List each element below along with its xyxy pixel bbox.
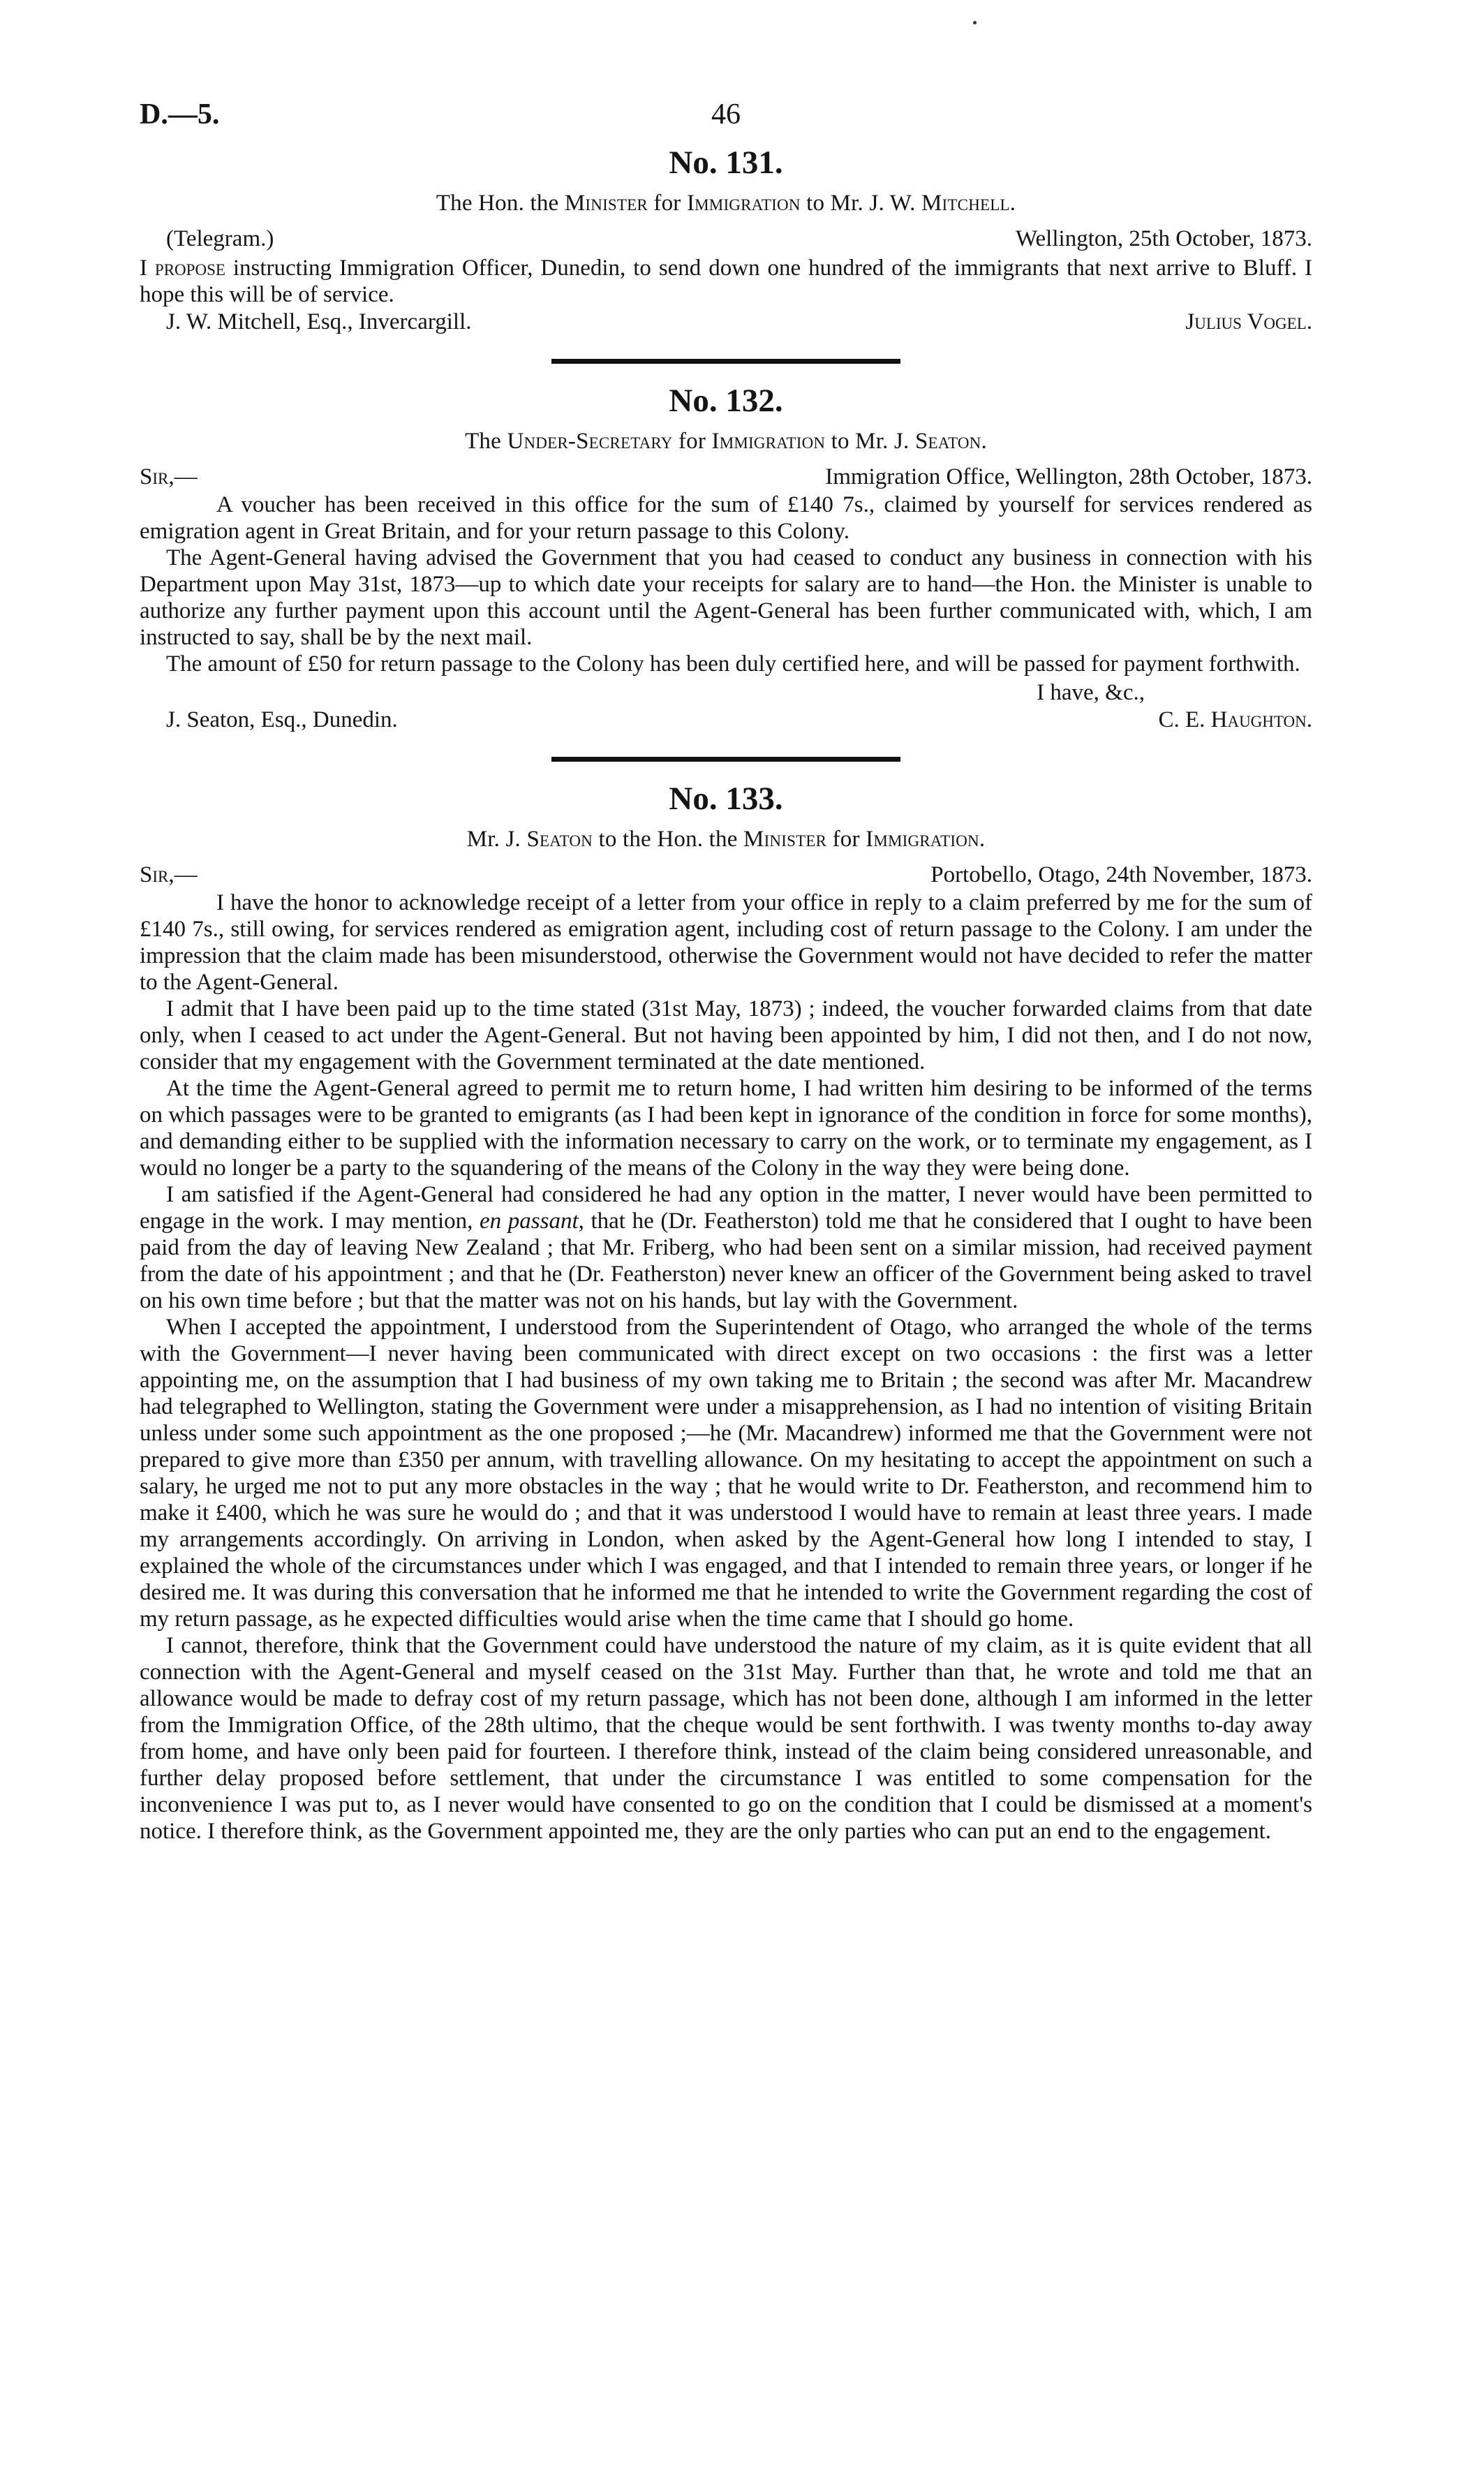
signature: C. E. Haughton. xyxy=(1158,707,1312,732)
document-page xyxy=(140,98,1312,1845)
closing: I have, &c., xyxy=(1037,680,1145,705)
italic-phrase: en passant xyxy=(480,1209,579,1234)
addressee: J. W. Mitchell, Esq., Invercargill. xyxy=(166,309,472,334)
letter-heading xyxy=(140,828,1312,851)
heading-text: . xyxy=(981,429,987,454)
heading-to: Seaton xyxy=(914,429,981,454)
heading-text: for xyxy=(826,827,866,852)
addressee: J. Seaton, Esq., Dunedin. xyxy=(166,707,398,732)
heading-text: . xyxy=(979,827,986,852)
heading-text: The Hon. the xyxy=(436,191,565,216)
letter-132 xyxy=(140,385,1312,732)
paragraph: I admit that I have been paid up to the time stated (31st May, 1873) ; indeed, the voucher forwarded claims from that date only, when I ceased to act under the Agent-General. But not having been appointed by him, I did not then, and I do not now, consider that my engagement with the Government terminated at the date mentioned. xyxy=(140,996,1312,1074)
heading-text: to Mr. J. xyxy=(825,429,915,454)
letter-131 xyxy=(140,147,1312,334)
document-reference: D.—5. xyxy=(140,98,220,131)
letter-body xyxy=(140,255,1312,308)
letter-number: No. 131. xyxy=(669,145,783,181)
paragraph: The amount of £50 for return passage to the Colony has been duly certified here, and will be passed for payment forthwith. xyxy=(166,651,1300,677)
signature: Julius Vogel. xyxy=(1185,309,1312,334)
heading-from: Seaton xyxy=(526,827,593,852)
body-lead: I propose xyxy=(140,256,225,281)
letter-meta xyxy=(140,864,1312,887)
letter-meta xyxy=(140,228,1312,251)
paragraph: When I accepted the appointment, I understood from the Superintendent of Otago, who arranged the whole of the terms with the Government—I never having been communicated with direct except on two occasions : the first was a letter appointing me, on the assumption that I had business of my own taking me to Britain ; the second was after Mr. Macandrew had telegraphed to Wellington, stating the Government were under a misapprehension, as I had no intention of visiting Britain unless under some such appointment as the one proposed ;—he (Mr. Macandrew) informed me that the Government were not prepared to give more than £350 per annum, with travelling allowance. On my hesitating to accept the appointment on such a salary, he urged me not to put any more obstacles in the way ; that he would write to Dr. Featherston, and recommend him to make it £400, which he was sure he would do ; and that it was understood I would have to remain at least three years. I made my arrangements accordingly. On arriving in London, when asked by the Agent-General how long I intended to stay, I explained the whole of the circumstances under which I was engaged, and that I intended to remain three years, or longer if he desired me. It was during this conversation that he informed me that he intended to write the Government regarding the cost of my return passage, as he expected difficulties would arise when the time came that I should go home. xyxy=(140,1315,1312,1632)
stray-dot xyxy=(973,21,977,24)
letter-number: No. 132. xyxy=(669,383,783,419)
heading-text: for xyxy=(647,191,687,216)
letter-footer xyxy=(140,311,1312,334)
heading-from: Under-Secretary xyxy=(507,429,673,454)
paragraph-text: , that he (Dr. Featherston) told me that he considered that I ought to have been paid from the day of leaving New Zealand ; that Mr. Friberg, who had been sent on a similar mission, had received payment from the date of his appointment ; and that he (Dr. Featherston) never knew an officer of the Government being asked to travel on his own time before ; but that the matter was not on his hands, but lay with the Government. xyxy=(140,1209,1313,1313)
section-divider xyxy=(551,757,900,762)
letter-meta xyxy=(140,466,1312,489)
body-text: instructing Immigration Officer, Dunedin, to send down one hundred of the immigrants that next arrive to Bluff. I hope this will be of service. xyxy=(140,256,1313,307)
paragraph: A voucher has been received in this office for the sum of £140 7s., claimed by yourself for services rendered as emigration agent in Great Britain, and for your return passage to this Colony. xyxy=(140,492,1312,544)
heading-from-dept: Immigration xyxy=(711,429,826,454)
place-date: Immigration Office, Wellington, 28th October, 1873. xyxy=(825,464,1312,489)
letter-heading xyxy=(140,430,1312,453)
letter-footer xyxy=(140,709,1312,732)
letter-133 xyxy=(140,783,1312,1845)
heading-to: Mitchell xyxy=(921,191,1010,216)
page-number: 46 xyxy=(711,98,741,131)
paragraph-text: I am satisfied if the Agent-General had considered he had any option in the matter, I never would have been permitted to engage in the work. I may mention, xyxy=(140,1182,1312,1234)
place-date: Wellington, 25th October, 1873. xyxy=(1016,226,1312,251)
letter-kind: (Telegram.) xyxy=(166,226,274,251)
heading-text: for xyxy=(672,429,712,454)
letter-heading xyxy=(140,192,1312,215)
paragraph: I have the honor to acknowledge receipt of a letter from your office in reply to a claim preferred by me for the sum of £140 7s., still owing, for services rendered as emigration agent, including cost of return passage to the Colony. I am under the impression that the claim made has been misunderstood, otherwise the Government would not have decided to refer the matter to the Agent-General. xyxy=(140,890,1312,995)
paragraph: The Agent-General having advised the Government that you had ceased to conduct any business in connection with his Department upon May 31st, 1873—up to which date your receipts for salary are to hand—the Hon. the Minister is unable to authorize any further payment upon this account until the Agent-General has been further communicated with, which, I am instructed to say, shall be by the next mail. xyxy=(140,545,1312,650)
place-date: Portobello, Otago, 24th November, 1873. xyxy=(930,862,1312,887)
paragraph: I cannot, therefore, think that the Government could have understood the nature of my claim, as it is quite evident that all connection with the Agent-General and myself ceased on the 31st May. Further than that, he wrote and told me that an allowance would be made to defray cost of my return passage, which has not been done, although I am informed in the letter from the Immigration Office, of the 28th ultimo, that the cheque would be sent forthwith. I was twenty months to-day away from home, and have only been paid for fourteen. I therefore think, instead of the claim being considered unreasonable, and further delay proposed before settlement, that under the circumstance I was entitled to some compensation for the inconvenience I was put to, as I never would have consented to go on the condition that I could be dismissed at a moment's notice. I therefore think, as the Government appointed me, they are the only parties who can put an end to the engagement. xyxy=(140,1633,1312,1844)
letter-number: No. 133. xyxy=(669,781,783,817)
heading-to: Minister xyxy=(743,827,827,852)
paragraph xyxy=(140,1181,1312,1314)
heading-from: Minister xyxy=(564,191,648,216)
heading-text: . xyxy=(1009,191,1016,216)
heading-text: to Mr. J. W. xyxy=(800,191,921,216)
heading-to-dept: Immigration xyxy=(866,827,979,852)
heading-text: to the Hon. the xyxy=(593,827,744,852)
heading-from-dept: Immigration xyxy=(686,191,801,216)
page-header xyxy=(140,98,1312,147)
section-divider xyxy=(551,359,900,364)
salutation: Sir,— xyxy=(140,862,198,887)
paragraph: At the time the Agent-General agreed to permit me to return home, I had written him desiring to be informed of the terms on which passages were to be granted to emigrants (as I had been kept in ignorance of the condition in force for some months), and demanding either to be supplied with the information necessary to carry on the work, or to terminate my engagement, as I would no longer be a party to the squandering of the means of the Colony in the way they were being done. xyxy=(140,1076,1312,1181)
salutation: Sir,— xyxy=(140,464,198,489)
heading-text: Mr. J. xyxy=(466,827,527,852)
heading-text: The xyxy=(465,429,507,454)
